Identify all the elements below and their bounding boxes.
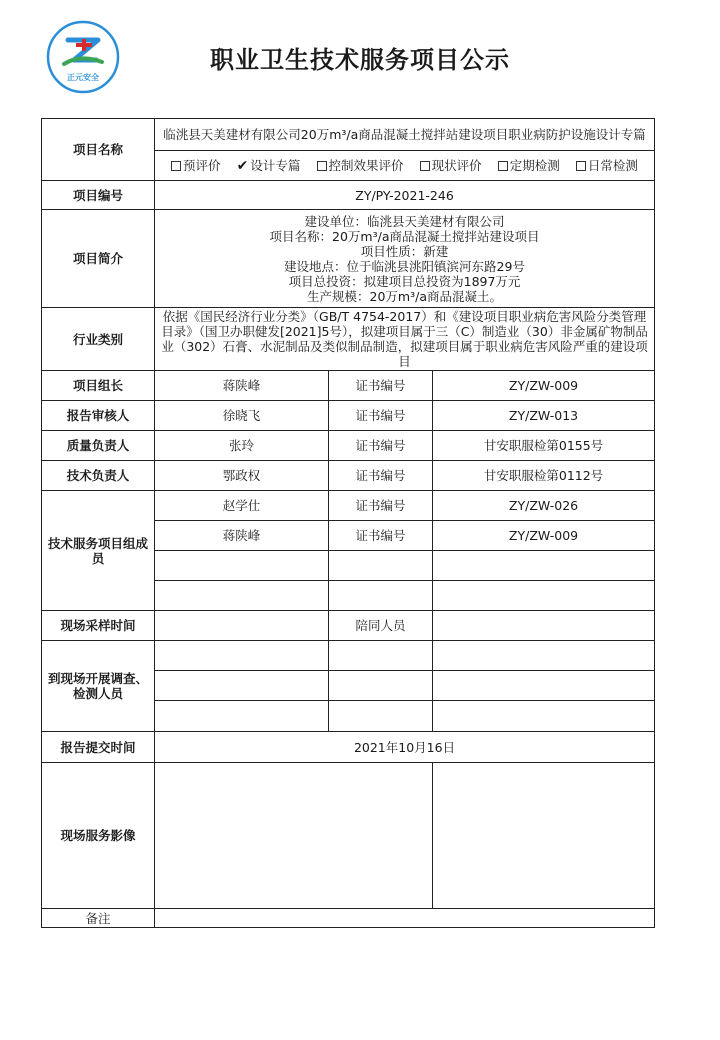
quality-name: 张玲 xyxy=(155,431,329,461)
member-cert: ZY/ZW-026 xyxy=(433,491,655,521)
empty-cell xyxy=(155,641,329,671)
cert-label: 证书编号 xyxy=(329,431,433,461)
submit-time-value: 2021年10月16日 xyxy=(155,732,655,763)
member-name: 蒋陕峰 xyxy=(155,521,329,551)
cert-label: 证书编号 xyxy=(329,371,433,401)
service-option xyxy=(576,158,638,173)
photo-slot-left xyxy=(155,763,433,909)
checkbox-icon xyxy=(317,161,327,171)
leader-cert: ZY/ZW-009 xyxy=(433,371,655,401)
member-cert-label: 证书编号 xyxy=(329,491,433,521)
member-cert-label: 证书编号 xyxy=(329,521,433,551)
industry-content: 依据《国民经济行业分类》（GB/T 4754-2017）和《建设项目职业病危害风险分类管理目录》（国卫办职健发[2021]5号），拟建项目属于三（C）制造业（30）非金属矿物制品业（302）石膏、水泥制品及类似制品制造，拟建项目属于职业病危害风险严重的建设项目 xyxy=(155,308,655,371)
project-name-value: 临洮县天美建材有限公司20万m³/a商品混凝土搅拌站建设项目职业病防护设施设计专篇 xyxy=(155,119,655,151)
project-name-label: 项目名称 xyxy=(42,119,155,181)
empty-cell xyxy=(329,701,433,732)
service-type-options xyxy=(155,151,655,181)
leader-label: 项目组长 xyxy=(42,371,155,401)
cert-label: 证书编号 xyxy=(329,401,433,431)
quality-label: 质量负责人 xyxy=(42,431,155,461)
empty-cell xyxy=(155,581,329,611)
member-cert: ZY/ZW-009 xyxy=(433,521,655,551)
service-option xyxy=(498,158,560,173)
checkbox-icon xyxy=(498,161,508,171)
quality-cert: 甘安职服检第0155号 xyxy=(433,431,655,461)
project-intro-content xyxy=(155,210,655,308)
remarks-label: 备注 xyxy=(42,909,155,928)
empty-cell xyxy=(329,551,433,581)
checkbox-icon xyxy=(576,161,586,171)
photo-slot-right xyxy=(433,763,655,909)
service-option-label: 预评价 xyxy=(183,158,221,173)
empty-cell xyxy=(433,641,655,671)
intro-line: 项目性质：新建 xyxy=(360,243,449,259)
service-option-label: 定期检测 xyxy=(509,158,560,173)
project-number-value: ZY/PY-2021-246 xyxy=(155,181,655,210)
sampling-time-label: 现场采样时间 xyxy=(42,611,155,641)
escort-value xyxy=(433,611,655,641)
intro-line: 项目名称：20万m³/a商品混凝土搅拌站建设项目 xyxy=(269,228,540,244)
checkmark-icon: ✔ xyxy=(236,157,249,174)
member-name: 赵学仕 xyxy=(155,491,329,521)
submit-time-label: 报告提交时间 xyxy=(42,732,155,763)
members-label: 技术服务项目组成员 xyxy=(42,491,155,611)
escort-label: 陪同人员 xyxy=(329,611,433,641)
technical-label: 技术负责人 xyxy=(42,461,155,491)
service-option xyxy=(171,158,221,173)
empty-cell xyxy=(433,671,655,701)
photos-label: 现场服务影像 xyxy=(42,763,155,909)
empty-cell xyxy=(155,551,329,581)
logo-text: 正元安全 xyxy=(67,73,99,82)
intro-line: 建设地点：位于临洮县洮阳镇滨河东路29号 xyxy=(284,258,525,274)
intro-line: 建设单位：临洮县天美建材有限公司 xyxy=(304,213,505,229)
service-option xyxy=(317,158,404,173)
empty-cell xyxy=(155,671,329,701)
remarks-value xyxy=(155,909,655,928)
service-option xyxy=(237,158,301,174)
reviewer-cert: ZY/ZW-013 xyxy=(433,401,655,431)
industry-label: 行业类别 xyxy=(42,308,155,371)
empty-cell xyxy=(433,581,655,611)
empty-cell xyxy=(155,701,329,732)
reviewer-label: 报告审核人 xyxy=(42,401,155,431)
checkbox-icon xyxy=(171,161,181,171)
empty-cell xyxy=(329,641,433,671)
technical-cert: 甘安职服检第0112号 xyxy=(433,461,655,491)
project-intro-label: 项目简介 xyxy=(42,210,155,308)
publicity-form xyxy=(41,118,655,928)
service-option-label: 设计专篇 xyxy=(250,157,301,173)
sampling-time-value xyxy=(155,611,329,641)
project-number-label: 项目编号 xyxy=(42,181,155,210)
empty-cell xyxy=(433,701,655,732)
service-option-label: 日常检测 xyxy=(587,158,638,173)
service-option xyxy=(420,158,482,173)
empty-cell xyxy=(433,551,655,581)
page-title: 职业卫生技术服务项目公示 xyxy=(210,46,510,74)
service-option-label: 控制效果评价 xyxy=(328,158,404,173)
onsite-staff-label: 到现场开展调查、检测人员 xyxy=(42,641,155,732)
empty-cell xyxy=(329,581,433,611)
service-option-label: 现状评价 xyxy=(431,158,482,173)
leader-name: 蒋陕峰 xyxy=(155,371,329,401)
reviewer-name: 徐晓飞 xyxy=(155,401,329,431)
empty-cell xyxy=(329,671,433,701)
cert-label: 证书编号 xyxy=(329,461,433,491)
intro-line: 生产规模：20万m³/a商品混凝土。 xyxy=(307,288,502,304)
intro-line: 项目总投资：拟建项目总投资为1897万元 xyxy=(288,273,521,289)
checkbox-icon xyxy=(420,161,430,171)
technical-name: 鄂政权 xyxy=(155,461,329,491)
